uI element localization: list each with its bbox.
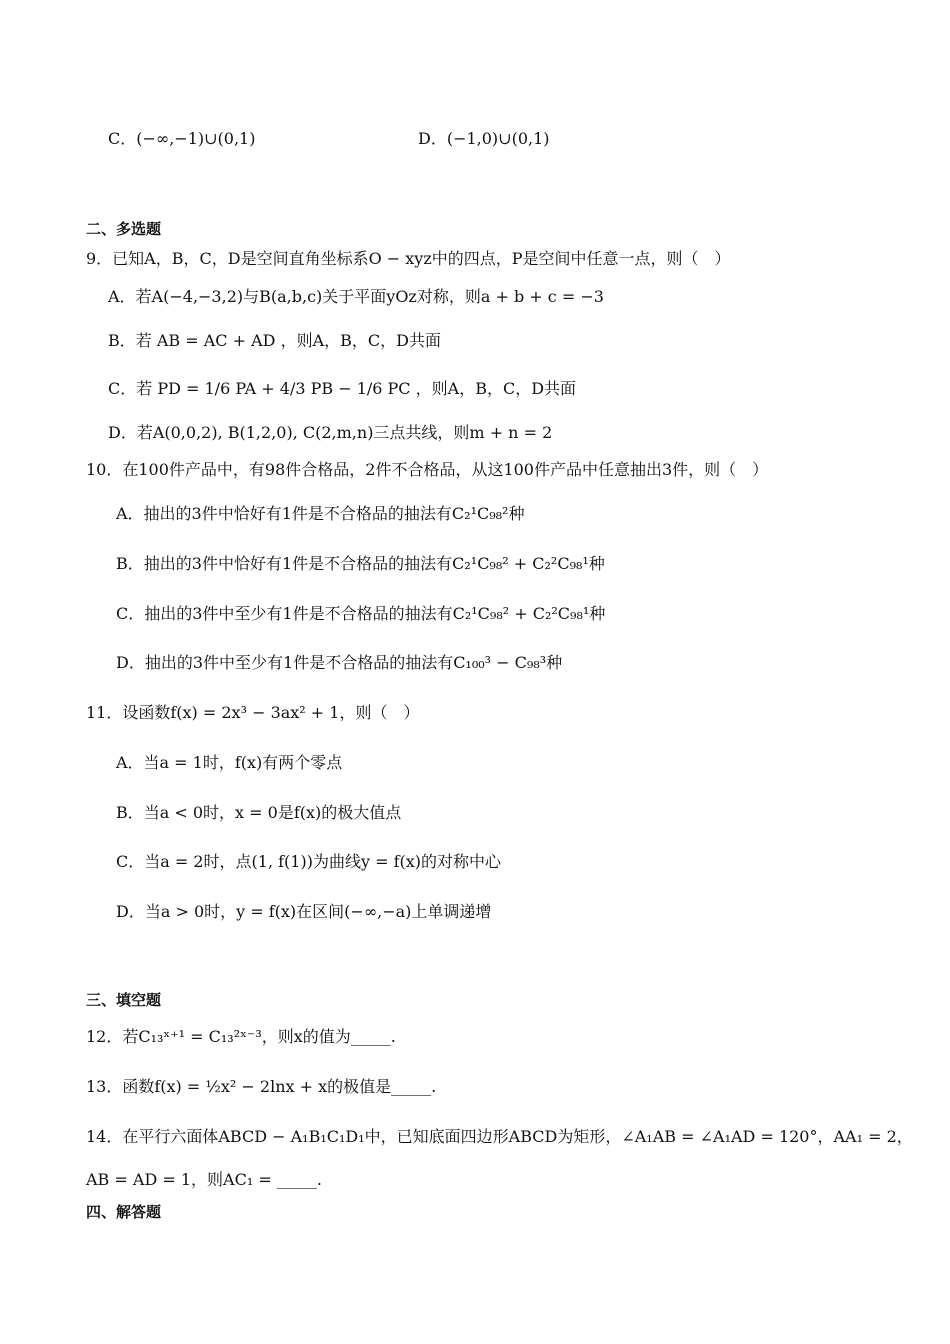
q11-option-a: A．当a = 1时，f(x)有两个零点 xyxy=(116,753,343,772)
q9-option-b: B．若 AB = AC + AD ，则A，B，C，D共面 xyxy=(108,331,441,350)
q10-option-d: D．抽出的3件中至少有1件是不合格品的抽法有C₁₀₀³ − C₉₈³种 xyxy=(116,653,563,672)
q11-stem: 11．设函数f(x) = 2x³ − 3ax² + 1，则（ ） xyxy=(86,703,420,722)
q8-option-c: C．(−∞,−1)∪(0,1) xyxy=(108,129,256,148)
section-heading-fill-blank: 三、填空题 xyxy=(86,991,162,1009)
q14-line2: AB = AD = 1，则AC₁ = _____. xyxy=(86,1170,322,1189)
q10-option-c: C．抽出的3件中至少有1件是不合格品的抽法有C₂¹C₉₈² + C₂²C₉₈¹种 xyxy=(116,604,606,623)
q13: 13．函数f(x) = ½x² − 2lnx + x的极值是_____. xyxy=(86,1077,437,1096)
q9-option-c: C．若 PD = 1/6 PA + 4/3 PB − 1/6 PC ，则A，B，C，D共面 xyxy=(108,379,577,398)
q12: 12．若C₁₃ˣ⁺¹ = C₁₃²ˣ⁻³，则x的值为_____. xyxy=(86,1027,396,1046)
section-heading-multiple-choice: 二、多选题 xyxy=(86,220,162,238)
q9-stem: 9．已知A，B，C，D是空间直角坐标系O − xyz中的四点，P是空间中任意一点，则（ ） xyxy=(86,249,731,268)
q11-option-d: D．当a > 0时，y = f(x)在区间(−∞,−a)上单调递增 xyxy=(116,902,492,921)
q9-option-a: A．若A(−4,−3,2)与B(a,b,c)关于平面yOz对称，则a + b + c = −3 xyxy=(108,287,604,306)
q10-option-a: A．抽出的3件中恰好有1件是不合格品的抽法有C₂¹C₉₈²种 xyxy=(116,504,525,523)
q10-option-b: B．抽出的3件中恰好有1件是不合格品的抽法有C₂¹C₉₈² + C₂²C₉₈¹种 xyxy=(116,554,605,573)
q10-stem: 10．在100件产品中，有98件合格品，2件不合格品，从这100件产品中任意抽出3件，则（ ） xyxy=(86,460,769,479)
q8-option-d: D．(−1,0)∪(0,1) xyxy=(418,129,550,148)
q9-option-d: D．若A(0,0,2), B(1,2,0), C(2,m,n)三点共线，则m + n = 2 xyxy=(108,423,553,442)
section-heading-solutions: 四、解答题 xyxy=(86,1203,162,1221)
q14-line1: 14．在平行六面体ABCD − A₁B₁C₁D₁中，已知底面四边形ABCD为矩形，∠A₁AB = ∠A₁AD = 120°，AA₁ = 2， xyxy=(86,1127,913,1146)
q11-option-b: B．当a < 0时，x = 0是f(x)的极大值点 xyxy=(116,803,402,822)
q11-option-c: C．当a = 2时，点(1, f(1))为曲线y = f(x)的对称中心 xyxy=(116,852,502,871)
